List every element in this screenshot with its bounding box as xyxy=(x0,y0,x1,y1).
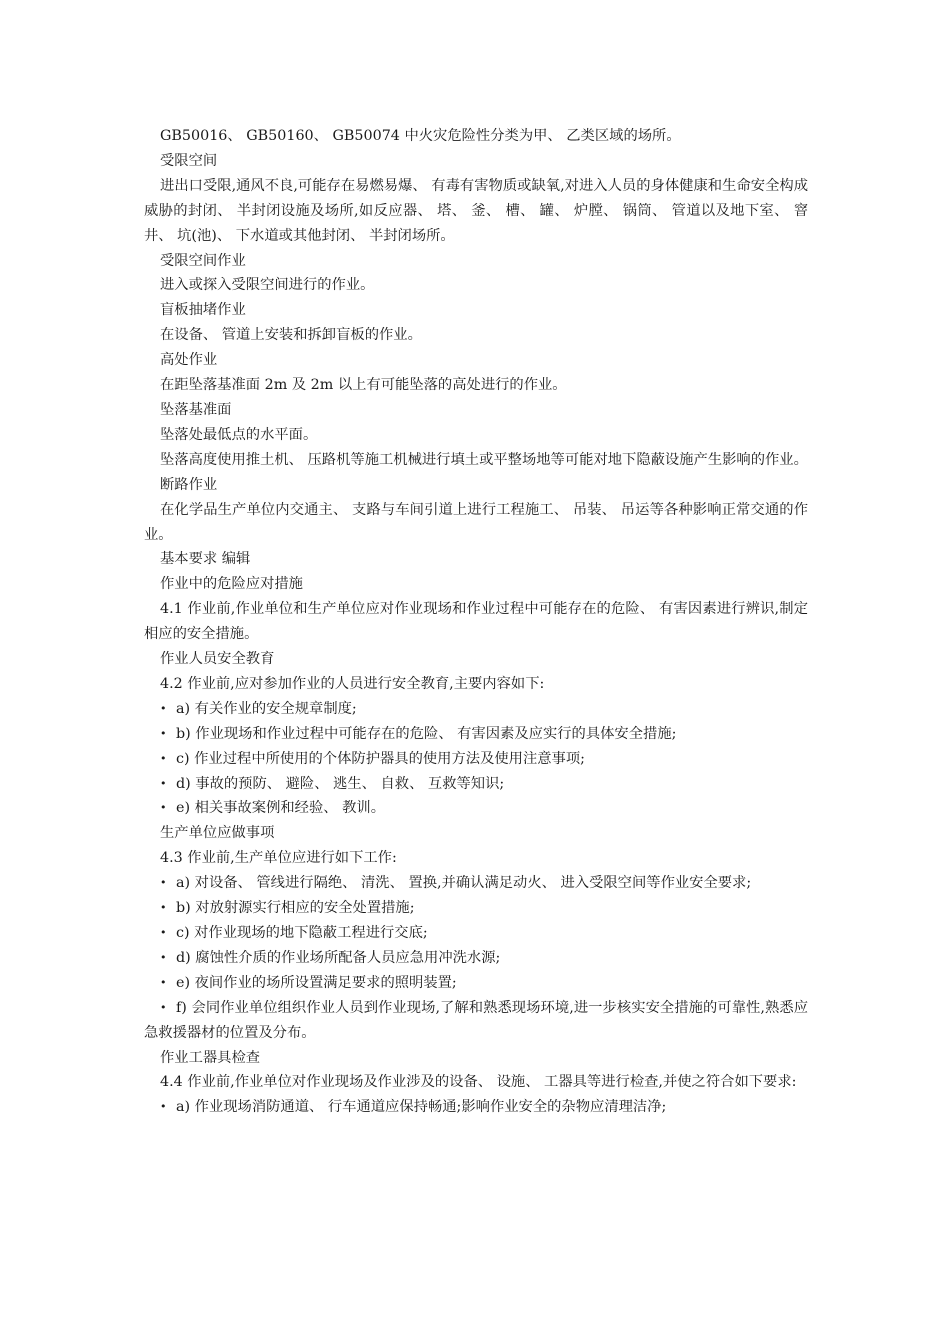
bullet-dot-icon: • xyxy=(160,876,167,890)
paragraph: 在距坠落基准面 2m 及 2m 以上有可能坠落的高处进行的作业。 xyxy=(160,377,567,394)
paragraph: 坠落高度使用推土机、 压路机等施工机械进行填土或平整场地等可能对地下隐蔽设施产生影响的作业。 xyxy=(160,451,808,468)
bullet-item xyxy=(144,871,808,896)
bullet-item xyxy=(144,697,808,722)
bullet-text: b) 对放射源实行相应的安全处置措施; xyxy=(176,900,415,917)
paragraph: 在化学品生产单位内交通主、 支路与车间引道上进行工程施工、 吊装、 吊运等各种影响正常交通的作业。 xyxy=(144,501,808,543)
document-body xyxy=(144,124,808,1120)
bullet-dot-icon: • xyxy=(160,975,167,989)
bullet-item xyxy=(144,1095,808,1120)
section-heading: 生产单位应做事项 xyxy=(160,825,275,842)
bullet-item xyxy=(144,996,808,1046)
bullet-item xyxy=(144,796,808,821)
paragraph: 4.3 作业前,生产单位应进行如下工作: xyxy=(160,850,397,867)
section-heading: 受限空间 xyxy=(160,152,218,169)
bullet-item xyxy=(144,946,808,971)
paragraph: 进入或探入受限空间进行的作业。 xyxy=(160,277,375,294)
bullet-text: b) 作业现场和作业过程中可能存在的危险、 有害因素及应实行的具体安全措施; xyxy=(176,725,677,742)
bullet-dot-icon: • xyxy=(160,701,167,715)
bullet-text: a) 有关作业的安全规章制度; xyxy=(176,700,357,717)
bullet-dot-icon: • xyxy=(160,726,167,740)
section-heading: 高处作业 xyxy=(160,352,218,369)
section-heading: 受限空间作业 xyxy=(160,252,246,269)
section-heading: 作业人员安全教育 xyxy=(160,651,275,668)
bullet-dot-icon: • xyxy=(160,926,167,939)
section-heading: 坠落基准面 xyxy=(160,401,232,418)
bullet-text: a) 对设备、 管线进行隔绝、 清洗、 置换,并确认满足动火、 进入受限空间等作业安全要求; xyxy=(176,875,752,892)
section-heading: 断路作业 xyxy=(160,476,218,493)
paragraph: 4.1 作业前,作业单位和生产单位应对作业现场和作业过程中可能存在的危险、 有害因素进行辨识,制定相应的安全措施。 xyxy=(144,601,808,643)
bullet-dot-icon: • xyxy=(160,776,167,790)
bullet-text: c) 作业过程中所使用的个体防护器具的使用方法及使用注意事项; xyxy=(176,750,585,767)
bullet-dot-icon: • xyxy=(160,751,167,765)
paragraph: 在设备、 管道上安装和拆卸盲板的作业。 xyxy=(160,327,422,344)
bullet-dot-icon: • xyxy=(160,901,167,915)
bullet-text: a) 作业现场消防通道、 行车通道应保持畅通;影响作业安全的杂物应清理洁净; xyxy=(176,1099,667,1116)
bullet-dot-icon: • xyxy=(160,950,167,964)
paragraph: 4.2 作业前,应对参加作业的人员进行安全教育,主要内容如下: xyxy=(160,675,545,692)
bullet-item xyxy=(144,722,808,747)
bullet-dot-icon: • xyxy=(160,801,167,815)
bullet-text: d) 事故的预防、 避险、 逃生、 自救、 互救等知识; xyxy=(176,775,505,792)
paragraph: GB50016、 GB50160、 GB50074 中火灾危险性分类为甲、 乙类区域的场所。 xyxy=(160,128,681,144)
bullet-text: e) 夜间作业的场所设置满足要求的照明装置; xyxy=(176,974,457,991)
bullet-item xyxy=(144,971,808,996)
section-heading: 作业工器具检查 xyxy=(160,1049,261,1066)
section-heading: 基本要求 编辑 xyxy=(160,551,251,568)
paragraph: 坠落处最低点的水平面。 xyxy=(160,426,318,443)
bullet-dot-icon: • xyxy=(160,1100,167,1114)
bullet-item xyxy=(144,747,808,772)
bullet-text: e) 相关事故案例和经验、 教训。 xyxy=(176,800,385,817)
bullet-item xyxy=(144,772,808,797)
bullet-text: f) 会同作业单位组织作业人员到作业现场,了解和熟悉现场环境,进一步核实安全措施的可靠性,熟悉应急救援器材的位置及分布。 xyxy=(144,999,808,1041)
paragraph: 进出口受限,通风不良,可能存在易燃易爆、 有毒有害物质或缺氧,对进入人员的身体健康和生命安全构成威胁的封闭、 半封闭设施及场所,如反应器、 塔、 釜、 槽、 罐、 炉膛、 锅筒、 管道以及地下室、 窨井、 坑(池)、 下水道或其他封闭、 半封闭场所。 xyxy=(144,177,808,244)
bullet-item xyxy=(144,896,808,921)
bullet-dot-icon: • xyxy=(160,1000,167,1014)
bullet-item xyxy=(144,921,808,946)
bullet-text: c) 对作业现场的地下隐蔽工程进行交底; xyxy=(176,925,428,941)
section-heading: 盲板抽堵作业 xyxy=(160,302,246,319)
section-heading: 作业中的危险应对措施 xyxy=(160,576,303,593)
paragraph: 4.4 作业前,作业单位对作业现场及作业涉及的设备、 设施、 工器具等进行检查,并使之符合如下要求: xyxy=(160,1074,797,1091)
bullet-text: d) 腐蚀性介质的作业场所配备人员应急用冲洗水源; xyxy=(176,949,501,966)
